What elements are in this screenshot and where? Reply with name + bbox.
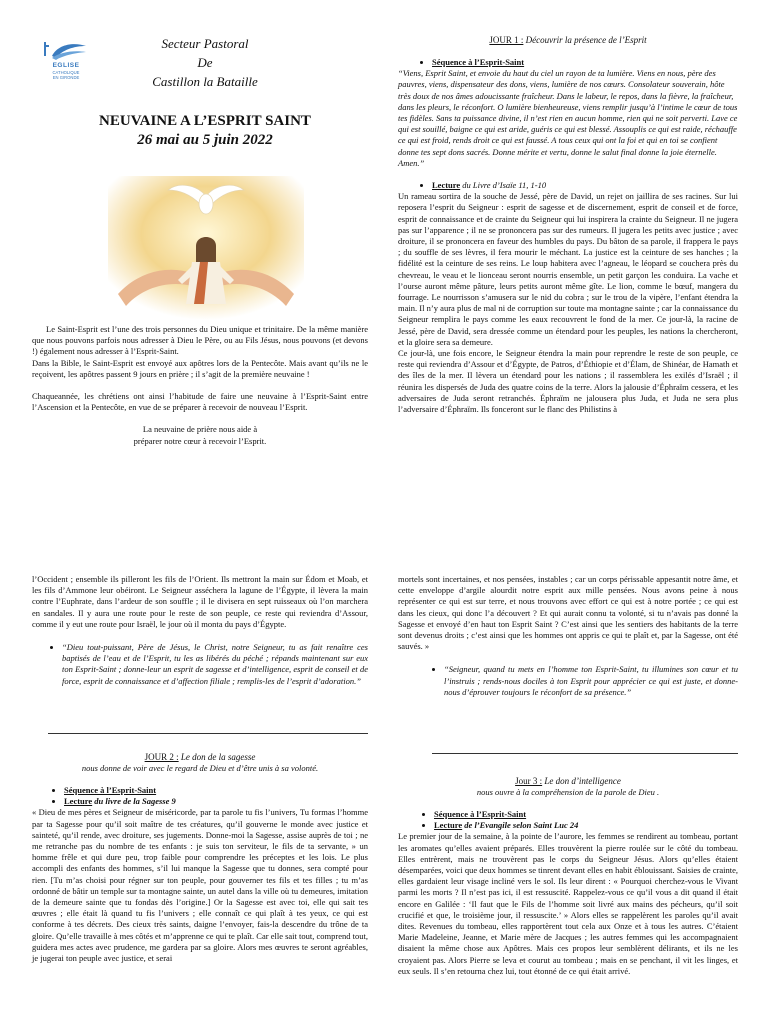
- jour1-reading-2: Ce jour-là, une fois encore, le Seigneur étendra la main pour reprendre le reste de son peuple, ce reste qui reviendra d’Assour et d’Égypte, de Patros, d’Éthiopie et d’Élam, de Shinéar, de Hamath et des îles de la mer. Il lèvera un étendard pour les nations ; il rassemblera les exilés d’Israël ; il réunira les dispersés de Juda des quatre coins de la terre. Alors la jalousie d’Éphraïm cessera, et les adversaires de Juda seront retranchés. Éphraïm ne jalousera plus Juda, et Juda ne sera plus l’adversaire d’Éphraïm. Ils fonceront sur le flanc des Philistins à: [398, 348, 738, 415]
- wisdom-continuation: mortels sont incertaines, et nos pensées, instables ; car un corps périssable appesantit notre âme, et cette enveloppe d’argile alourdit notre esprit aux mille pensées. Nous avons peine à nous représenter ce qui est sur terre, et nous trouvons avec effort ce qui est à notre portée ; ce qui est dans les cieux, qui donc l’a découvert ? Et qui aurait connu ta volonté, si tu n’avais pas donné la Sagesse et envoyé d’en haut ton Esprit Saint ? C’est ainsi que les sentiers des habitants de la terre sont devenus droits ; c’est ainsi que les hommes ont appris ce qui te plaît et, par la Sagesse, ont été sauvés. »: [398, 574, 738, 652]
- jour2-sequence-heading: • Séquence à l’Esprit-Saint: [64, 785, 368, 796]
- jour3-lecture-label: Lecture: [434, 820, 463, 831]
- jour2-heading: [32, 752, 368, 763]
- logo-text-1: EGLISE: [52, 62, 80, 69]
- divider-left: [48, 733, 368, 734]
- page-title: NEUVAINE A L’ESPRIT SAINT: [99, 113, 311, 129]
- jour2-closing-prayer-list: [398, 664, 738, 698]
- header-line-1: Secteur Pastoral: [161, 36, 249, 51]
- holy-spirit-illustration: [108, 176, 304, 320]
- bottom-right-section: [398, 574, 738, 698]
- divider-right: [432, 753, 738, 754]
- jour2-section: [32, 752, 368, 964]
- intro-paragraph-2: Dans la Bible, le Saint-Esprit est envoyé aux apôtres lors de la Pentecôte. Mais avant qu’ils ne le reçoivent, les apôtres passent 9 jours en prière ; il s’agit de la première neuvaine !: [32, 357, 368, 379]
- jour2-lecture-heading: [64, 796, 368, 807]
- jour1-reading: Un rameau sortira de la souche de Jessé, père de David, un rejet on jaillira de ses racines. Sur lui reposera l’esprit du Seigneur : esprit de sagesse et de discernement, esprit de conseil et de force, esprit de connaissance et de crainte du Seigneur qui lui inspirera la crainte du Seigneur. Il ne jugera pas sur l’apparence ; il ne se prononcera pas sur des rumeurs. Il jugera les petits avec justice ; avec droiture, il se prononcera en faveur des humbles du pays. Du bâton de sa parole, il frappera le pays ; du souffle de ses lèvres, il fera mourir le méchant. La justice est la ceinture de ses hanches ; la fidélité est la ceinture de ses reins. Le loup habitera avec l’agneau, le léopard se couchera près du chevreau, le veau et le lionceau seront nourris ensemble, un petit garçon les conduira. La vache et l’ourse auront même pâture, leurs petits auront même gîte. Le lion, comme le bœuf, mangera du fourrage. Le nourrisson s’amusera sur le nid du cobra ; sur le trou de la vipère, l’enfant étendra la main. Il n’y aura plus de mal ni de corruption sur toute ma montagne sainte ; car la connaissance du Seigneur remplira le pays comme les eaux recouvrent le fond de la mer. Ce jour-là, la racine de Jessé, père de David, sera dressée comme un étendard pour les peuples, les nations la chercheront, et la gloire sera sa demeure.: [398, 191, 738, 347]
- bottom-left-section: [32, 574, 368, 687]
- jour3-title: Le don d’intelligence: [544, 776, 621, 786]
- jour2-reading: « Dieu de mes pères et Seigneur de miséricorde, par ta parole tu fis l’univers, Tu formas l’homme par ta Sagesse pour qu’il soit maître de tes créatures, qu’il gouverne le monde avec justice et sainteté, qu’il rende, avec droiture, ses jugements. Donne-moi la Sagesse, assise auprès de toi ; ne me retranche pas du nombre de tes enfants : je suis ton serviteur, le fils de ta servante, » un homme frêle et qui dure peu, trop faible pour comprendre les préceptes et les lois. Le plus accompli des enfants des hommes, s’il lui manque la Sagesse que tu donnes, sera compté pour rien. [Tu m’as choisi pour régner sur ton peuple, pour gouverner tes fils et tes filles ; tu m’as ordonné de bâtir un temple sur ta montagne sainte, un autel dans la ville où tu demeures, imitation de la demeure sainte que tu fondas dès l’origine.] Or la Sagesse est avec toi, elle qui sait tes œuvres ; elle était là quand tu fis l’univers ; elle connaît ce qui plaît à tes yeux, ce qui est conforme à tes décrets. Des cieux très saints, daigne l’envoyer, fais-la descendre du trône de ta gloire. Qu’elle travaille à mes côtés et m’apprenne ce qui te plaît. Car elle sait tout, comprend tout, guidera mes actes avec prudence, me gardera par sa gloire. Alors mes œuvres te seront agréables, je jugerai ton peuple avec justice, et serai: [32, 807, 368, 964]
- jour1-sequence-heading: • Séquence à l’Esprit-Saint: [432, 57, 738, 68]
- jour1-lecture-heading: [432, 180, 738, 191]
- header-line-3: Castillon la Bataille: [152, 74, 258, 89]
- jour1-heading: [398, 34, 738, 46]
- jour3-lecture-ref: de l’Evangile selon Saint Luc 24: [464, 820, 579, 831]
- diocese-logo: [44, 42, 88, 88]
- logo-text-2: CATHOLIQUE: [52, 70, 80, 75]
- jour3-section: [398, 776, 738, 977]
- jour3-sequence-heading: • Séquence à l’Esprit-Saint: [434, 809, 738, 820]
- jour2-lecture-label: Lecture: [64, 796, 93, 807]
- jour2-lecture-ref: du livre de la Sagesse 9: [94, 796, 176, 807]
- jour2-title: Le don de la sagesse: [180, 752, 256, 762]
- jour1-closing-prayer: • “Dieu tout-puissant, Père de Jésus, le Christ, notre Seigneur, tu as fait renaître ces baptisés de l’eau et de l’Esprit, tu les as libérés du péché ; répands maintenant sur eux ton Esprit-Saint ; donne-leur un esprit de sagesse et d’intelligence, esprit de conseil et de force, esprit de connaissance et d’affection filiale ; remplis-les de l’esprit d’adoration.”: [62, 642, 368, 687]
- intro-paragraph-1: Le Saint-Esprit est l’une des trois personnes du Dieu unique et trinitaire. De la même manière que nous pouvons parfois nous adresser à Dieu le Père, ou au Fils Jésus, nous pouvons (et devons !) également nous adresser à l’Esprit-Saint.: [32, 324, 368, 357]
- jour1-closing-prayer-list: [32, 642, 368, 687]
- logo-text-3: EN GIRONDE: [52, 75, 80, 80]
- intro-section: [32, 324, 368, 447]
- jour1-title: Découvrir la présence de l’Esprit: [525, 35, 647, 45]
- jour3-heading: [398, 776, 738, 787]
- jour3-subtitle: nous ouvre à la compréhension de la parole de Dieu .: [476, 787, 660, 797]
- jour2-label: JOUR 2 :: [144, 752, 179, 762]
- jour2-subtitle: nous donne de voir avec le regard de Dieu et d’être unis à sa volonté.: [81, 763, 319, 773]
- jour1-lecture-ref: du Livre d’Isaïe 11, 1-10: [462, 180, 547, 191]
- intro-paragraph-4a: La neuvaine de prière nous aide à: [142, 424, 258, 435]
- jour1-label: JOUR 1 :: [489, 35, 524, 45]
- header-block: [100, 34, 310, 91]
- jour1-seq-list: [398, 57, 738, 68]
- jour1-prayer: “Viens, Esprit Saint, et envoie du haut du ciel un rayon de ta lumière. Viens en nous, père des pauvres, viens, dispensateur des dons, viens, lumière de nos cœurs. Consolateur souverain, hôte très doux de nos âmes adoucissante fraîcheur. Dans le labeur, le repos, dans la fièvre, la fraîcheur, dans les pleurs, le réconfort. O lumière bienheureuse, viens remplir jusqu’à l’intime le cœur de tous tes fidèles. Sans ta puissance divine, il n’est rien en aucun homme, rien qui ne soit perverti. Lave ce qui est souillé, baigne ce qui est aride, guéris ce qui est blessé. Assouplis ce qui est raide, réchauffe ce qui est froid, rends droit ce qui est faussé. A tous ceux qui ont la foi et qui en toi se confient donne tes sept dons sacrés. Donne mérite et vertu, donne le salut final donne la joie éternelle. Amen.”: [398, 68, 738, 168]
- jour3-lecture-heading: [434, 820, 738, 831]
- jour2-closing-prayer: • “Seigneur, quand tu mets en l’homme ton Esprit-Saint, tu illumines son cœur et tu l’instruis ; rends-nous dociles à ton Esprit pour apprécier ce qui est juste, et donne-nous d’éprouver toujours le réconfort de sa présence.”: [444, 664, 738, 698]
- header-line-2: De: [197, 55, 213, 70]
- intro-paragraph-4b: préparer notre cœur à recevoir l’Esprit.: [133, 435, 267, 446]
- jour3-label: Jour 3 :: [515, 776, 543, 786]
- jour2-list: [32, 785, 368, 807]
- jour1-lecture-label: Lecture: [432, 180, 461, 191]
- jour1-section: [398, 34, 738, 415]
- jour1-lecture-list: [398, 180, 738, 191]
- jour3-reading: Le premier jour de la semaine, à la pointe de l’aurore, les femmes se rendirent au tombeau, portant les aromates qu’elles avaient préparés. Elles trouvèrent la pierre roulée sur le côté du tombeau. Elles entrèrent, mais ne trouvèrent pas le corps du Seigneur Jésus. Alors qu’elles étaient désemparées, voici que deux hommes se tinrent devant elles en habit éblouissant. Saisies de crainte, elles gardaient leur visage incliné vers le sol. Ils leur dirent : « Pourquoi cherchez-vous le Vivant parmi les morts ? Il n’est pas ici, il est ressuscité. Rappelez-vous ce qu’il vous a dit quand il était encore en Galilée : ‘Il faut que le Fils de l’homme soit livré aux mains des pécheurs, qu’il soit crucifié et que, le troisième jour, il ressuscite.’ » Alors elles se rappelèrent les paroles qu’il avait dites. Revenues du tombeau, elles rapportèrent tout cela aux Onze et à tous les autres. C’étaient Marie Madeleine, Jeanne, et Marie mère de Jacques ; les autres femmes qui les accompagnaient disaient la même chose aux Apôtres. Mais ces propos leur semblèrent délirants, et ils ne les croyaient pas. Alors Pierre se leva et courut au tombeau ; mais en se penchant, il vit les linges, et eux seuls. Il s’en retourna chez lui, tout étonné de ce qui était arrivé.: [398, 831, 738, 976]
- intro-paragraph-3: Chaqueannée, les chrétiens ont ainsi l’habitude de faire une neuvaine à l’Esprit-Saint entre l’Ascension et la Pentecôte, en vue de se préparer à recevoir de nouveau l’Esprit.: [32, 391, 368, 413]
- dove-jesus-image: [108, 176, 304, 320]
- jour3-list: [398, 809, 738, 831]
- page-dates: 26 mai au 5 juin 2022: [137, 132, 273, 148]
- isaiah-continuation: l’Occident ; ensemble ils pilleront les fils de l’Orient. Ils mettront la main sur Édom et Moab, et les fils d’Ammone leur obéiront. Le Seigneur asséchera la lagune de l’Égypte, il lèvera la main contre l’Euphrate, dans l’ardeur de son souffle ; il le divisera en sept ruisseaux où l’on marchera en sandales. Il y aura une route pour le reste de son peuple, ce reste qui reviendra d’Assour, comme il y eut une route pour Israël, le jour où il monta du pays d’Égypte.: [32, 574, 368, 629]
